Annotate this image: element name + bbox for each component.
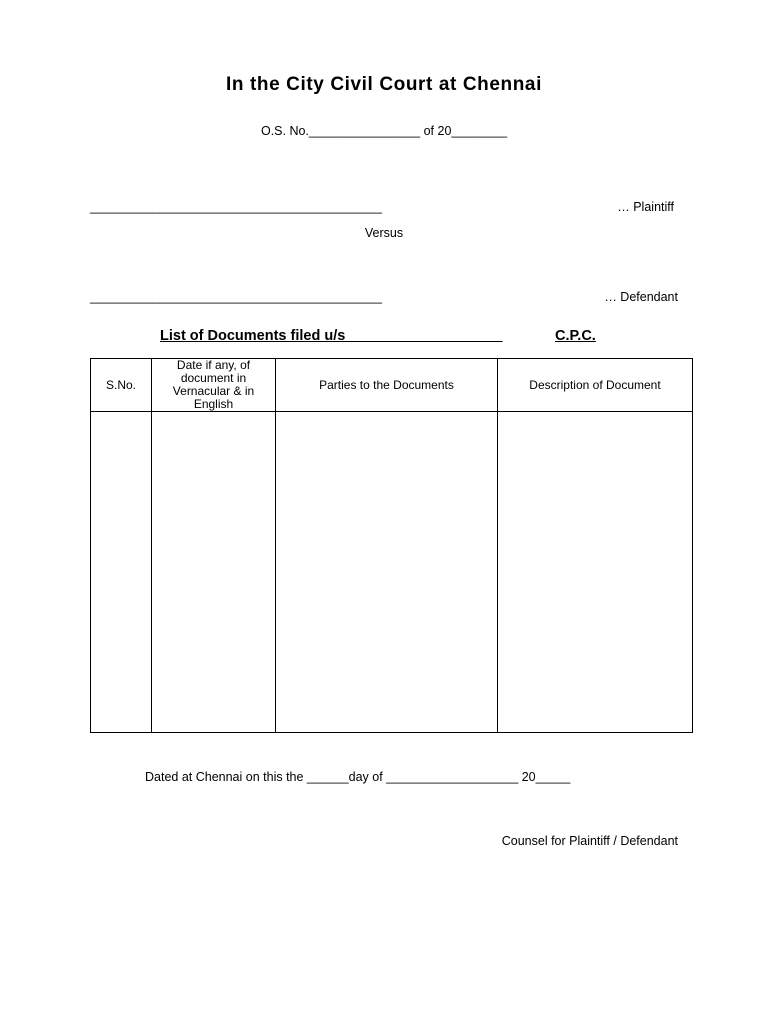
documents-table xyxy=(90,358,693,733)
plaintiff-name-blank: __________________________________________ xyxy=(90,200,382,214)
plaintiff-label: … Plaintiff xyxy=(617,200,674,214)
header-sno: S.No. xyxy=(91,359,152,412)
os-number-line: O.S. No.________________ of 20________ xyxy=(260,124,508,138)
defendant-label: … Defendant xyxy=(604,290,678,304)
cell-parties xyxy=(276,412,498,733)
court-title: In the City Civil Court at Chennai xyxy=(226,74,542,95)
dated-line: Dated at Chennai on this the ______day of ___________________ 20_____ xyxy=(145,770,571,784)
header-description: Description of Document xyxy=(498,359,693,412)
list-of-documents-heading: List of Documents filed u/s ___________________ xyxy=(160,328,503,344)
counsel-signature-label: Counsel for Plaintiff / Defendant xyxy=(501,834,678,848)
defendant-name-blank: __________________________________________ xyxy=(90,290,382,304)
header-parties: Parties to the Documents xyxy=(276,359,498,412)
cpc-label: C.P.C. xyxy=(555,328,596,344)
cell-description xyxy=(498,412,693,733)
table-row xyxy=(91,412,693,733)
cell-date xyxy=(152,412,276,733)
cell-sno xyxy=(91,412,152,733)
table-header-row xyxy=(91,359,693,412)
versus-label: Versus xyxy=(364,226,404,240)
header-date: Date if any, of document in Vernacular & in English xyxy=(152,359,276,412)
